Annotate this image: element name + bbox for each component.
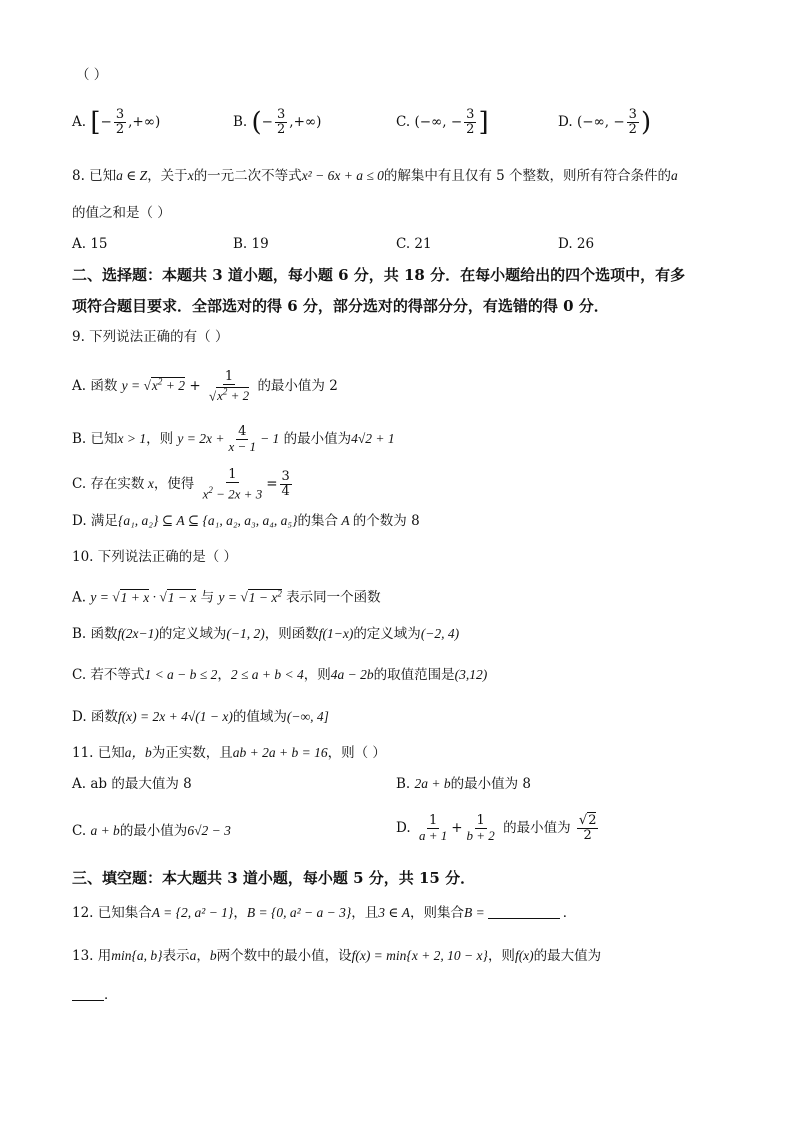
q9-option-c: C. 存在实数 x，使得 $\frac{1}{x^2 - 2x + 3}$ = $\frac{3}{4}$	[72, 467, 290, 502]
q10-stem: 10. 下列说法正确的是（ ）	[72, 549, 238, 565]
q11-option-d: D. $\frac{1}{a + 1}$ + $\frac{1}{b + 2}$ 的最小值为 $\frac{√2}{2}$	[396, 813, 597, 843]
q9-stem: 9. 下列说法正确的有（ ）	[72, 329, 229, 345]
q11-option-c: C. a + b的最小值为6√2 − 3	[72, 823, 231, 839]
section2-heading-line2: 项符合题目要求．全部选对的得 6 分，部分选对的得部分分，有选错的得 0 分．	[72, 297, 609, 315]
q10-option-d: D. 函数f(x) = 2x + 4√(1 − x)的值域为(−∞, 4]	[72, 709, 329, 725]
q9-option-a: A. 函数 $y = √x^2 + 2$ + $\frac{1}{√x^2 + 2}$ 的最小值为 2	[72, 369, 338, 404]
q12-answer-blank[interactable]	[488, 918, 560, 919]
section3-heading: 三、填空题：本大题共 3 道小题，每小题 5 分，共 15 分．	[72, 869, 476, 887]
q8-stem-line1: 8. 已知a ∈ Z，关于x的一元二次不等式x² − 6x + a ≤ 0的解集中有且仅有 5 个整数，则所有符合条件的a	[72, 168, 678, 184]
q11-stem: 11. 已知a，b为正实数，且ab + 2a + b = 16，则（ ）	[72, 745, 386, 761]
question-paren: （ ）	[76, 67, 108, 83]
q11-option-b: B. 2a + b的最小值为 8	[396, 776, 532, 792]
q9-option-b: B. 已知x > 1，则 y = 2x + $\frac{4}{x - 1}$ − 1 的最小值为4√2 + 1	[72, 424, 395, 454]
section2-heading-line1: 二、选择题：本题共 3 道小题，每小题 6 分，共 18 分．在每小题给出的四个选项中，有多	[72, 266, 686, 284]
q8-option-a: A. 15	[72, 236, 108, 252]
q13-stem: 13. 用min{a, b}表示a，b两个数中的最小值，设f(x) = min{x + 2, 10 − x}，则f(x)的最大值为	[72, 948, 602, 964]
q7-option-b: B. (− $\frac{3}{2}$ ,+∞)	[233, 107, 322, 138]
q8-option-b: B. 19	[233, 236, 269, 252]
q13-answer-blank[interactable]	[72, 1000, 104, 1001]
q8-option-c: C. 21	[396, 236, 432, 252]
q8-stem-line2: 的值之和是（ ）	[72, 205, 171, 221]
q9-option-d: D. 满足{a₁, a₂} ⊆ A ⊆ {a₁, a₂, a₃, a₄, a₅}的集合 A 的个数为 8	[72, 513, 420, 529]
q7-option-a: A. [− $\frac{3}{2}$ ,+∞)	[72, 107, 161, 138]
q10-option-c: C. 若不等式1 < a − b ≤ 2，2 ≤ a + b < 4，则4a − 2b的取值范围是(3,12)	[72, 667, 488, 683]
q7-option-c: C. (−∞, − $\frac{3}{2}$ ]	[396, 107, 489, 138]
q11-option-a: A. ab 的最大值为 8	[72, 776, 192, 792]
q12-stem: 12. 已知集合A = {2, a² − 1}，B = {0, a² − a − 3}，且3 ∈ A，则集合B = ．	[72, 905, 577, 921]
q7-option-d: D. (−∞, − $\frac{3}{2}$ )	[558, 107, 652, 138]
q10-option-a: A. y = √1 + x · √1 − x 与 $y = √1 - x^2$ 表示同一个函数	[72, 588, 381, 606]
q8-option-d: D. 26	[558, 236, 595, 252]
q13-answer-line: ．	[72, 986, 118, 1004]
q10-option-b: B. 函数f(2x−1)的定义域为(−1, 2)，则函数f(1−x)的定义域为(−2, 4)	[72, 626, 460, 642]
